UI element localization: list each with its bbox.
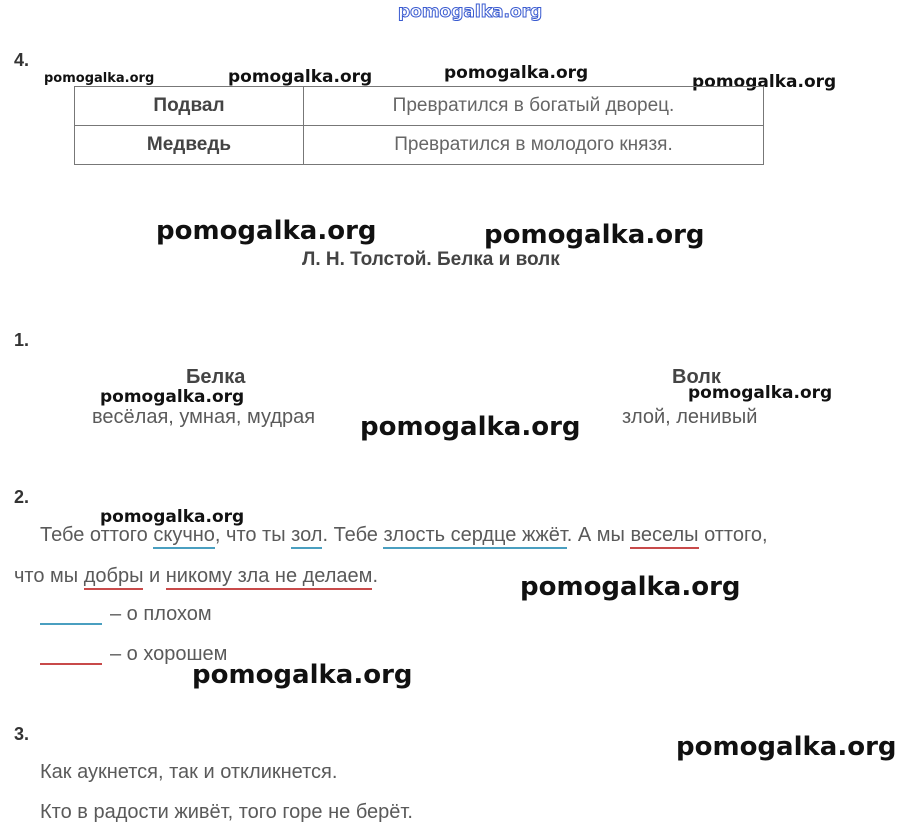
task4-number: 4. bbox=[14, 50, 30, 70]
belka-traits: весёлая, умная, мудрая bbox=[92, 406, 316, 428]
task3-number: 3. bbox=[14, 724, 30, 744]
table-cell: Превратился в молодого князя. bbox=[304, 126, 764, 165]
task4-table bbox=[74, 86, 764, 165]
table-cell: Превратился в богатый дворец. bbox=[304, 87, 764, 126]
underlined-bad: зол bbox=[291, 524, 322, 549]
watermark: pomogalka.org bbox=[444, 63, 589, 83]
watermark: pomogalka.org bbox=[484, 220, 705, 250]
watermark: pomogalka.org bbox=[676, 732, 897, 762]
watermark: pomogalka.org bbox=[156, 216, 377, 246]
column-header-belka: Белка bbox=[186, 366, 246, 388]
task2-number: 2. bbox=[14, 487, 30, 507]
legend-bad: – о плохом bbox=[110, 603, 212, 625]
column-header-volk: Волк bbox=[672, 366, 721, 388]
table-cell: Подвал bbox=[75, 87, 304, 126]
watermark: pomogalka.org bbox=[688, 383, 833, 403]
text-span: Тебе оттого bbox=[40, 524, 154, 546]
text-span: . bbox=[372, 565, 378, 587]
watermark: pomogalka.org bbox=[100, 507, 245, 527]
volk-traits: злой, ленивый bbox=[622, 406, 758, 428]
task2-line2 bbox=[14, 565, 378, 588]
text-span: . Тебе bbox=[322, 524, 384, 546]
watermark: pomogalka.org bbox=[100, 387, 245, 407]
underlined-bad: скучно bbox=[153, 524, 215, 549]
underlined-good: веселы bbox=[630, 524, 698, 549]
watermark-top: pomogalka.org bbox=[398, 2, 543, 22]
watermark: pomogalka.org bbox=[360, 412, 581, 442]
underlined-bad: злость сердце жжёт bbox=[383, 524, 566, 549]
watermark: pomogalka.org bbox=[192, 660, 413, 690]
underlined-good: никому зла не делаем bbox=[166, 565, 373, 590]
text-span: и bbox=[143, 565, 166, 587]
task2-line1 bbox=[40, 524, 768, 547]
text-span: оттого, bbox=[698, 524, 768, 546]
watermark: pomogalka.org bbox=[44, 71, 155, 86]
underlined-good: добры bbox=[84, 565, 144, 590]
legend-line-bad bbox=[40, 623, 102, 625]
watermark: pomogalka.org bbox=[520, 572, 741, 602]
text-span: . А мы bbox=[566, 524, 631, 546]
table-row bbox=[75, 126, 764, 165]
watermark: pomogalka.org bbox=[692, 72, 837, 92]
text-span: , что ты bbox=[214, 524, 292, 546]
watermark: pomogalka.org bbox=[228, 67, 373, 87]
table-cell: Медведь bbox=[75, 126, 304, 165]
proverb-2: Кто в радости живёт, того горе не берёт. bbox=[40, 801, 413, 823]
section-title: Л. Н. Толстой. Белка и волк bbox=[302, 249, 560, 270]
legend-line-good bbox=[40, 663, 102, 665]
text-span: что мы bbox=[14, 565, 84, 587]
table-row bbox=[75, 87, 764, 126]
legend-good: – о хорошем bbox=[110, 643, 228, 665]
proverb-1: Как аукнется, так и откликнется. bbox=[40, 761, 338, 783]
task1-number: 1. bbox=[14, 330, 30, 350]
